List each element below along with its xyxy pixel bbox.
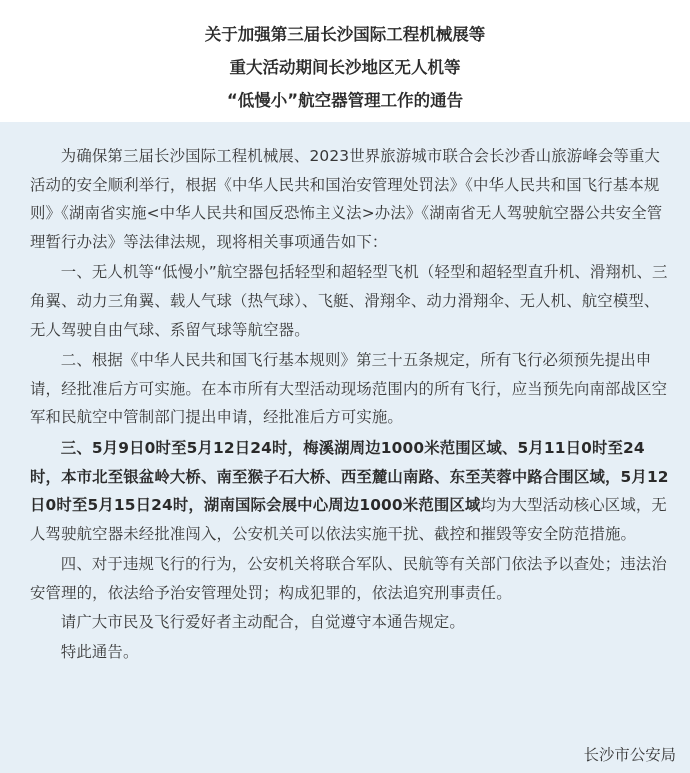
notice-title bbox=[0, 18, 690, 117]
item-3-bold-text: 三、5月9日0时至5月12日24时，梅溪湖周边1000米范围区域、5月11日0时至24时，本市北至银盆岭大桥、南至猴子石大桥、西至麓山南路、东至芙蓉中路合围区域，5月12日0时至5月15日24时，湖南国际会展中心周边1000米范围区域 bbox=[30, 438, 669, 515]
intro-paragraph: 为确保第三届长沙国际工程机械展、2023世界旅游城市联合会长沙香山旅游峰会等重大活动的安全顺利举行，根据《中华人民共和国治安管理处罚法》《中华人民共和国飞行基本规则》《湖南省实施<中华人民共和国反恐怖主义法>办法》《湖南省无人驾驶航空器公共安全管理暂行办法》等法律法规，现将相关事项通告如下： bbox=[30, 147, 663, 251]
signature: 长沙市公安局 bbox=[583, 746, 676, 764]
title-line-3: “低慢小”航空器管理工作的通告 bbox=[226, 91, 464, 110]
notice-body-panel bbox=[0, 122, 690, 773]
appeal-paragraph: 请广大市民及飞行爱好者主动配合，自觉遵守本通告规定。 bbox=[60, 612, 465, 631]
item-3-paragraph bbox=[30, 434, 672, 548]
item-4-paragraph: 四、对于违规飞行的行为，公安机关将联合军队、民航等有关部门依法予以查处；违法治安管理的，依法给予治安管理处罚；构成犯罪的，依法追究刑事责任。 bbox=[30, 555, 667, 602]
closing-paragraph: 特此通告。 bbox=[60, 643, 139, 662]
title-line-2: 重大活动期间长沙地区无人机等 bbox=[229, 58, 461, 77]
item-2-paragraph: 二、根据《中华人民共和国飞行基本规则》第三十五条规定，所有飞行必须预先提出申请，经批准后方可实施。在本市所有大型活动现场范围内的所有飞行，应当预先向南部战区空军和民航空中管制部门提出申请，经批准后方可实施。 bbox=[30, 351, 668, 427]
title-line-1: 关于加强第三届长沙国际工程机械展等 bbox=[204, 25, 486, 44]
notice-body bbox=[30, 142, 672, 667]
item-1-paragraph: 一、无人机等“低慢小”航空器包括轻型和超轻型飞机（轻型和超轻型直升机、滑翔机、三角翼、动力三角翼、载人气球（热气球）、飞艇、滑翔伞、动力滑翔伞、无人机、航空模型、无人驾驶自由气球、系留气球等航空器。 bbox=[30, 263, 668, 339]
item-3-rest-text: 均为大型活动核心区域，无人驾驶航空器未经批准闯入，公安机关可以依法实施干扰、截控和摧毁等安全防范措施。 bbox=[30, 496, 667, 543]
